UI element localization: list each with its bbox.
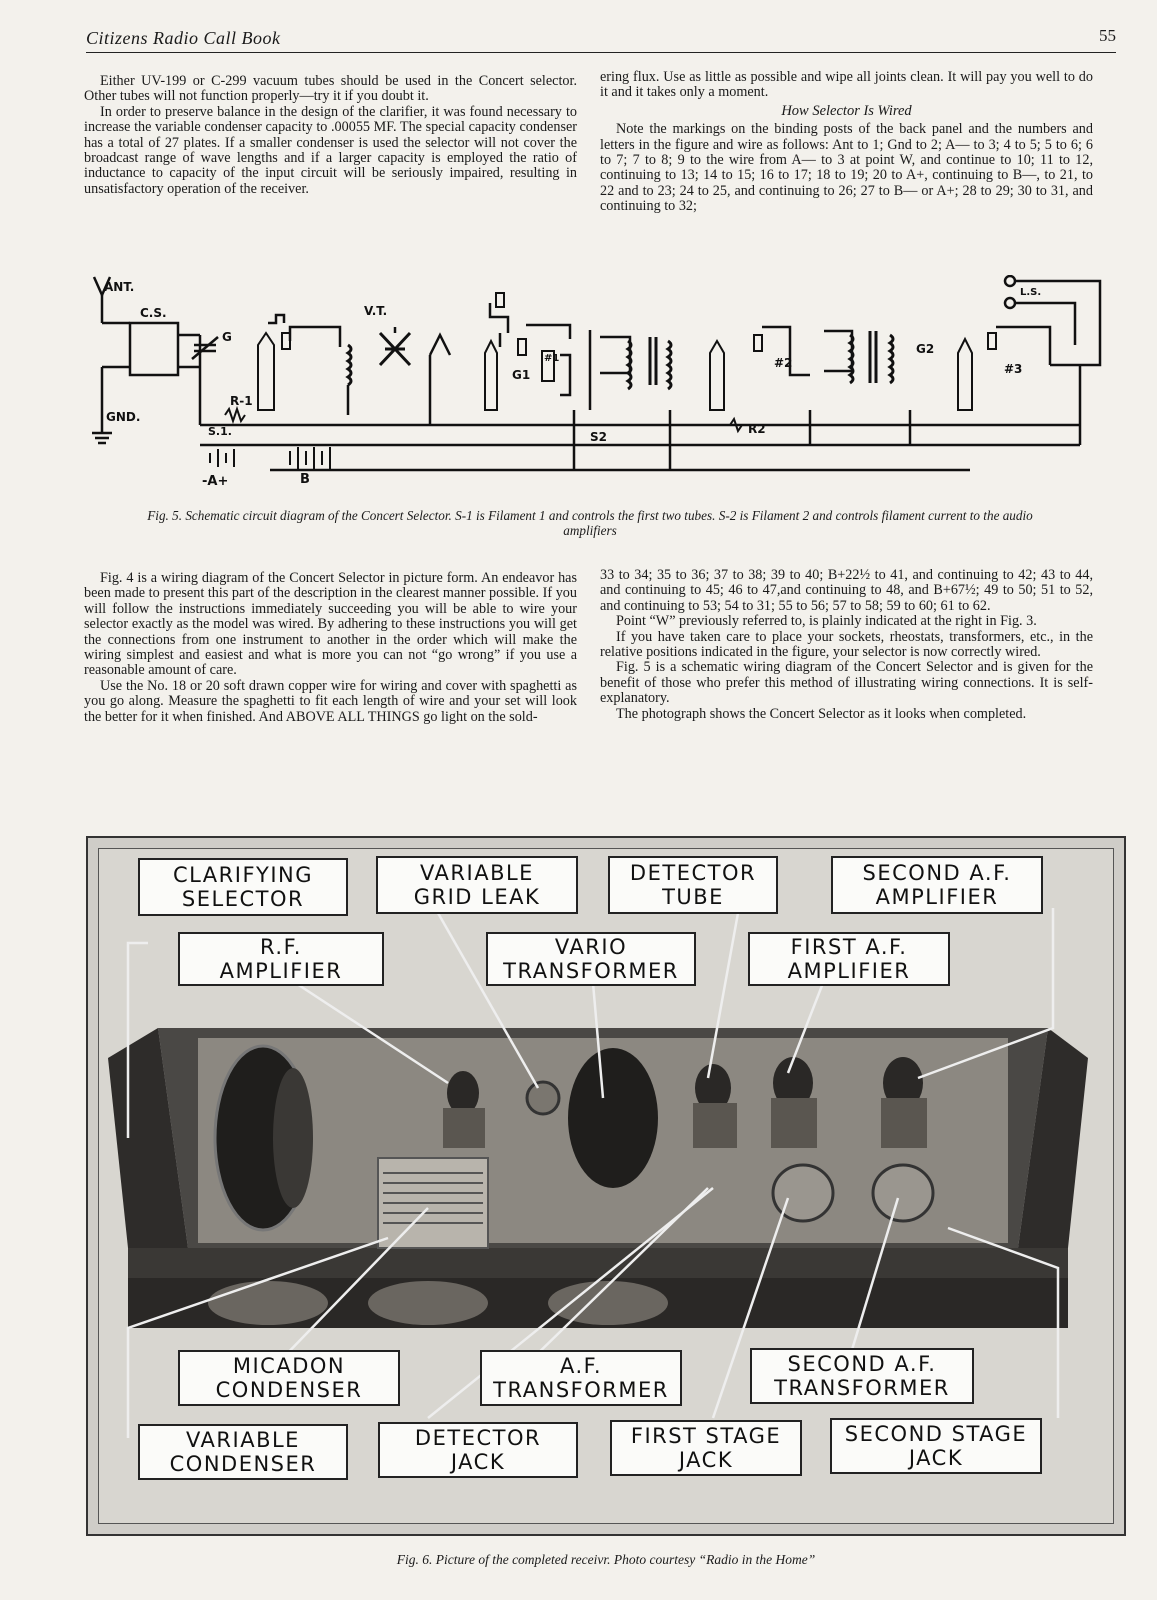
label-clarifying-selector: CLARIFYING SELECTOR [138, 858, 348, 916]
label-af-transformer: A.F. TRANSFORMER [480, 1350, 682, 1406]
schematic-label: C.S. [140, 306, 167, 320]
schematic-diagram [90, 275, 1125, 490]
schematic-label: #3 [1004, 362, 1023, 376]
label-rf-amplifier: R.F. AMPLIFIER [178, 932, 384, 986]
label-first-stage-jack: FIRST STAGE JACK [610, 1420, 802, 1476]
schematic-label: S2 [590, 430, 607, 444]
paragraph: If you have taken care to place your sockets, rheostats, transformers, etc., in the relative positions indicated in the figure, your selector is now correctly wired. [600, 628, 1093, 661]
label-vario-transformer: VARIO TRANSFORMER [486, 932, 696, 986]
paragraph: ering flux. Use as little as possible and wipe all joints clean. It will pay you well to do it and it takes only a moment. [600, 69, 1093, 101]
label-second-stage-jack: SECOND STAGE JACK [830, 1418, 1042, 1474]
mid-right-column [600, 568, 1093, 722]
label-first-af-amplifier: FIRST A.F. AMPLIFIER [748, 932, 950, 986]
schematic-label: -A+ [202, 474, 229, 489]
schematic-label: GND. [106, 410, 141, 424]
label-variable-grid-leak: VARIABLE GRID LEAK [376, 856, 578, 914]
label-detector-tube: DETECTOR TUBE [608, 856, 778, 914]
paragraph: Fig. 4 is a wiring diagram of the Concert Selector in picture form. An endeavor has been made to present this part of the description in the clearest manner possible. If you will follow the instructions immediately succeeding you will be able to wire your selector exactly as the model was wired. By adhering to these instructions you will get the connections from one instrument to another in the order which will make the wiring simplest and easiest and what is more you can not “go wrong” if you use a reasonable amount of care. [84, 570, 577, 679]
schematic-label: G [222, 330, 232, 344]
schematic-label: R2 [748, 422, 766, 436]
paragraph: The photograph shows the Concert Selector as it looks when completed. [616, 705, 1027, 722]
paragraph: Note the markings on the binding posts of the back panel and the numbers and letters in the figure and wire as follows: Ant to 1; Gnd to 2; A— to 3; 4 to 5; 5 to 6; 6 to 7; 7 to 8; 9 to the wire from A— to 3 at point W, and continue to 10; 11 to 12, continuing to 13; 14 to 15; 16 to 17; 18 to 19; 20 to A+, continuing to B—, to 21, to 22 and to 23; 24 to 25, and continuing to 26; 27 to B— or A+; 28 to 29; 30 to 31, and continuing to 32; [600, 121, 1093, 215]
schematic-label: #2 [774, 356, 793, 370]
top-right-column [600, 70, 1093, 215]
paragraph: In order to preserve balance in the design of the clarifier, it was found necessary to increase the variable condenser capacity to .00055 MF. The special capacity condenser has a total of 27 plates. If a smaller condenser is used the selector will not cover the broadcast range of wave lengths and if a larger capacity is employed the ratio of inductance to capacity of the input circuit will be seriously impaired, resulting in unsatisfactory operation of the receiver. [84, 103, 577, 197]
paragraph: Point “W” previously referred to, is plainly indicated at the right in Fig. 3. [616, 613, 1037, 630]
schematic-label: S.1. [208, 425, 232, 438]
page-number: 55 [1099, 26, 1116, 45]
schematic-label: #1 [544, 353, 560, 364]
schematic-label: G1 [512, 368, 531, 382]
page-header [86, 26, 1116, 53]
schematic-label: ANT. [104, 280, 135, 294]
paragraph: Either UV-199 or C-299 vacuum tubes should be used in the Concert selector. Other tubes will not function properly—try it if you doubt it. [84, 73, 577, 105]
label-second-af-amplifier: SECOND A.F. AMPLIFIER [831, 856, 1043, 914]
label-detector-jack: DETECTOR JACK [378, 1422, 578, 1478]
paragraph: 33 to 34; 35 to 36; 37 to 38; 39 to 40; B+22½ to 41, and continuing to 42; 43 to 44, and continuing to 45; 46 to 47,and continuing to 48, and B+67½; 49 to 50; 51 to 52, and continuing to 53; 54 to 31; 55 to 56; 57 to 58; 59 to 60; 61 to 62. [600, 567, 1093, 614]
receiver-photo [86, 836, 1126, 1536]
schematic-label: L.S. [1020, 287, 1042, 298]
label-micadon-condenser: MICADON CONDENSER [178, 1350, 400, 1406]
schematic-label: G2 [916, 342, 935, 356]
schematic-label: B [300, 472, 310, 487]
top-left-column [84, 74, 577, 197]
label-second-af-transformer: SECOND A.F. TRANSFORMER [750, 1348, 974, 1404]
paragraph: Use the No. 18 or 20 soft drawn copper wire for wiring and cover with spaghetti as you go along. Measure the spaghetti to fit each length of wire and your set will look the better for it when finished. And ABOVE ALL THINGS go light on the sold- [84, 677, 577, 725]
schematic-label: R-1 [230, 394, 253, 408]
running-title: Citizens Radio Call Book [86, 28, 281, 48]
schematic-label: V.T. [364, 304, 388, 318]
mid-left-column [84, 571, 577, 725]
label-variable-condenser: VARIABLE CONDENSER [138, 1424, 348, 1480]
figure-6-caption: Fig. 6. Picture of the completed receivr. Photo courtesy “Radio in the Home” [396, 1552, 816, 1567]
figure-5-caption: Fig. 5. Schematic circuit diagram of the Concert Selector. S-1 is Filament 1 and controls the first two tubes. S-2 is Filament 2 and controls filament current to the audio amplifiers [147, 508, 1033, 538]
paragraph: Fig. 5 is a schematic wiring diagram of the Concert Selector and is given for the benefit of those who prefer this method of illustrating wiring connections. It is self-explanatory. [600, 659, 1093, 707]
section-heading: How Selector Is Wired [781, 102, 912, 119]
